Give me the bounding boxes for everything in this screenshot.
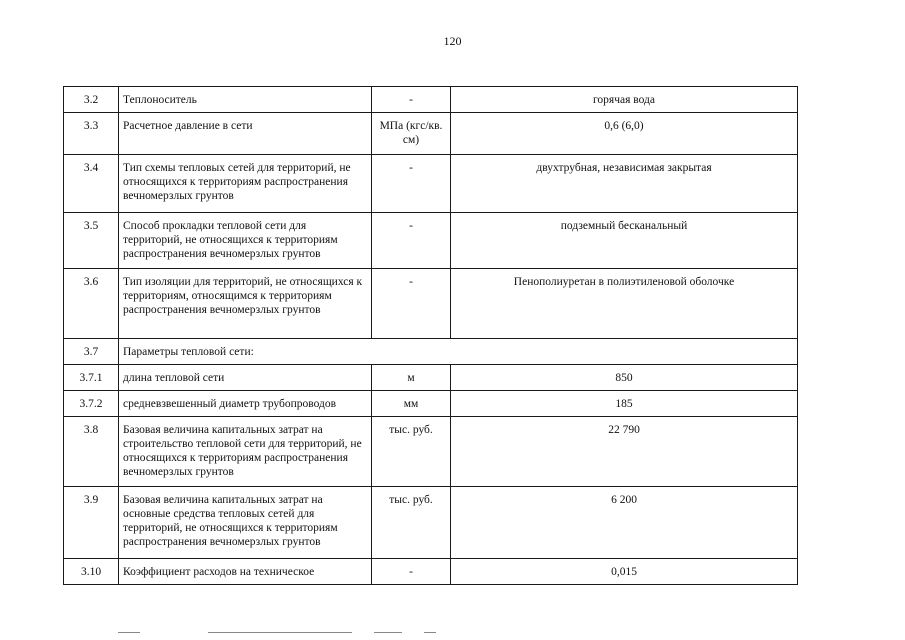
table-row — [64, 365, 798, 391]
row-value: 22 790 — [451, 417, 798, 487]
table-row — [64, 269, 798, 339]
row-number: 3.6 — [64, 269, 119, 339]
row-number: 3.8 — [64, 417, 119, 487]
row-number: 3.2 — [64, 87, 119, 113]
row-parameter-name: Тип схемы тепловых сетей для территорий, не относящихся к территориям распространения вечномерзлых грунтов — [119, 155, 372, 213]
page-number: 120 — [443, 34, 462, 48]
row-parameter-name: Расчетное давление в сети — [119, 113, 372, 155]
table-body — [64, 87, 798, 585]
row-number: 3.10 — [64, 559, 119, 585]
row-value: двухтрубная, независимая закрытая — [451, 155, 798, 213]
bottom-scan-marks — [118, 632, 448, 634]
table-row — [64, 339, 798, 365]
row-number: 3.7 — [64, 339, 119, 365]
row-unit: мм — [372, 391, 451, 417]
parameters-table — [63, 86, 798, 585]
row-parameter-name: средневзвешенный диаметр трубопроводов — [119, 391, 372, 417]
row-value: Пенополиуретан в полиэтиленовой оболочке — [451, 269, 798, 339]
row-unit: МПа (кгс/кв. см) — [372, 113, 451, 155]
row-unit: тыс. руб. — [372, 487, 451, 559]
table-row — [64, 417, 798, 487]
row-unit: - — [372, 559, 451, 585]
table-row — [64, 87, 798, 113]
row-value: 185 — [451, 391, 798, 417]
table-row — [64, 113, 798, 155]
row-parameter-name: Базовая величина капитальных затрат на строительство тепловой сети для территорий, не относящихся к территориям распространения вечномерзлых грунтов — [119, 417, 372, 487]
row-number: 3.3 — [64, 113, 119, 155]
table-row — [64, 391, 798, 417]
row-parameter-name: длина тепловой сети — [119, 365, 372, 391]
row-unit: - — [372, 269, 451, 339]
table-row — [64, 155, 798, 213]
row-unit: - — [372, 213, 451, 269]
row-number: 3.5 — [64, 213, 119, 269]
row-number: 3.4 — [64, 155, 119, 213]
row-value: подземный бесканальный — [451, 213, 798, 269]
row-number: 3.7.1 — [64, 365, 119, 391]
row-parameter-name: Теплоноситель — [119, 87, 372, 113]
row-parameter-name: Способ прокладки тепловой сети для территорий, не относящихся к территориям распространения вечномерзлых грунтов — [119, 213, 372, 269]
table-row — [64, 213, 798, 269]
row-unit: м — [372, 365, 451, 391]
row-number: 3.9 — [64, 487, 119, 559]
row-unit: - — [372, 87, 451, 113]
row-value: горячая вода — [451, 87, 798, 113]
table-row — [64, 487, 798, 559]
row-parameter-name: Коэффициент расходов на техническое — [119, 559, 372, 585]
row-value: 850 — [451, 365, 798, 391]
row-value: 0,015 — [451, 559, 798, 585]
table-row — [64, 559, 798, 585]
row-section-title: Параметры тепловой сети: — [119, 339, 798, 365]
row-unit: тыс. руб. — [372, 417, 451, 487]
row-parameter-name: Тип изоляции для территорий, не относящихся к территориям, относящимся к территориям распространения вечномерзлых грунтов — [119, 269, 372, 339]
row-value: 6 200 — [451, 487, 798, 559]
row-parameter-name: Базовая величина капитальных затрат на основные средства тепловых сетей для территорий, не относящихся к территориям распространения вечномерзлых грунтов — [119, 487, 372, 559]
row-value: 0,6 (6,0) — [451, 113, 798, 155]
row-number: 3.7.2 — [64, 391, 119, 417]
row-unit: - — [372, 155, 451, 213]
